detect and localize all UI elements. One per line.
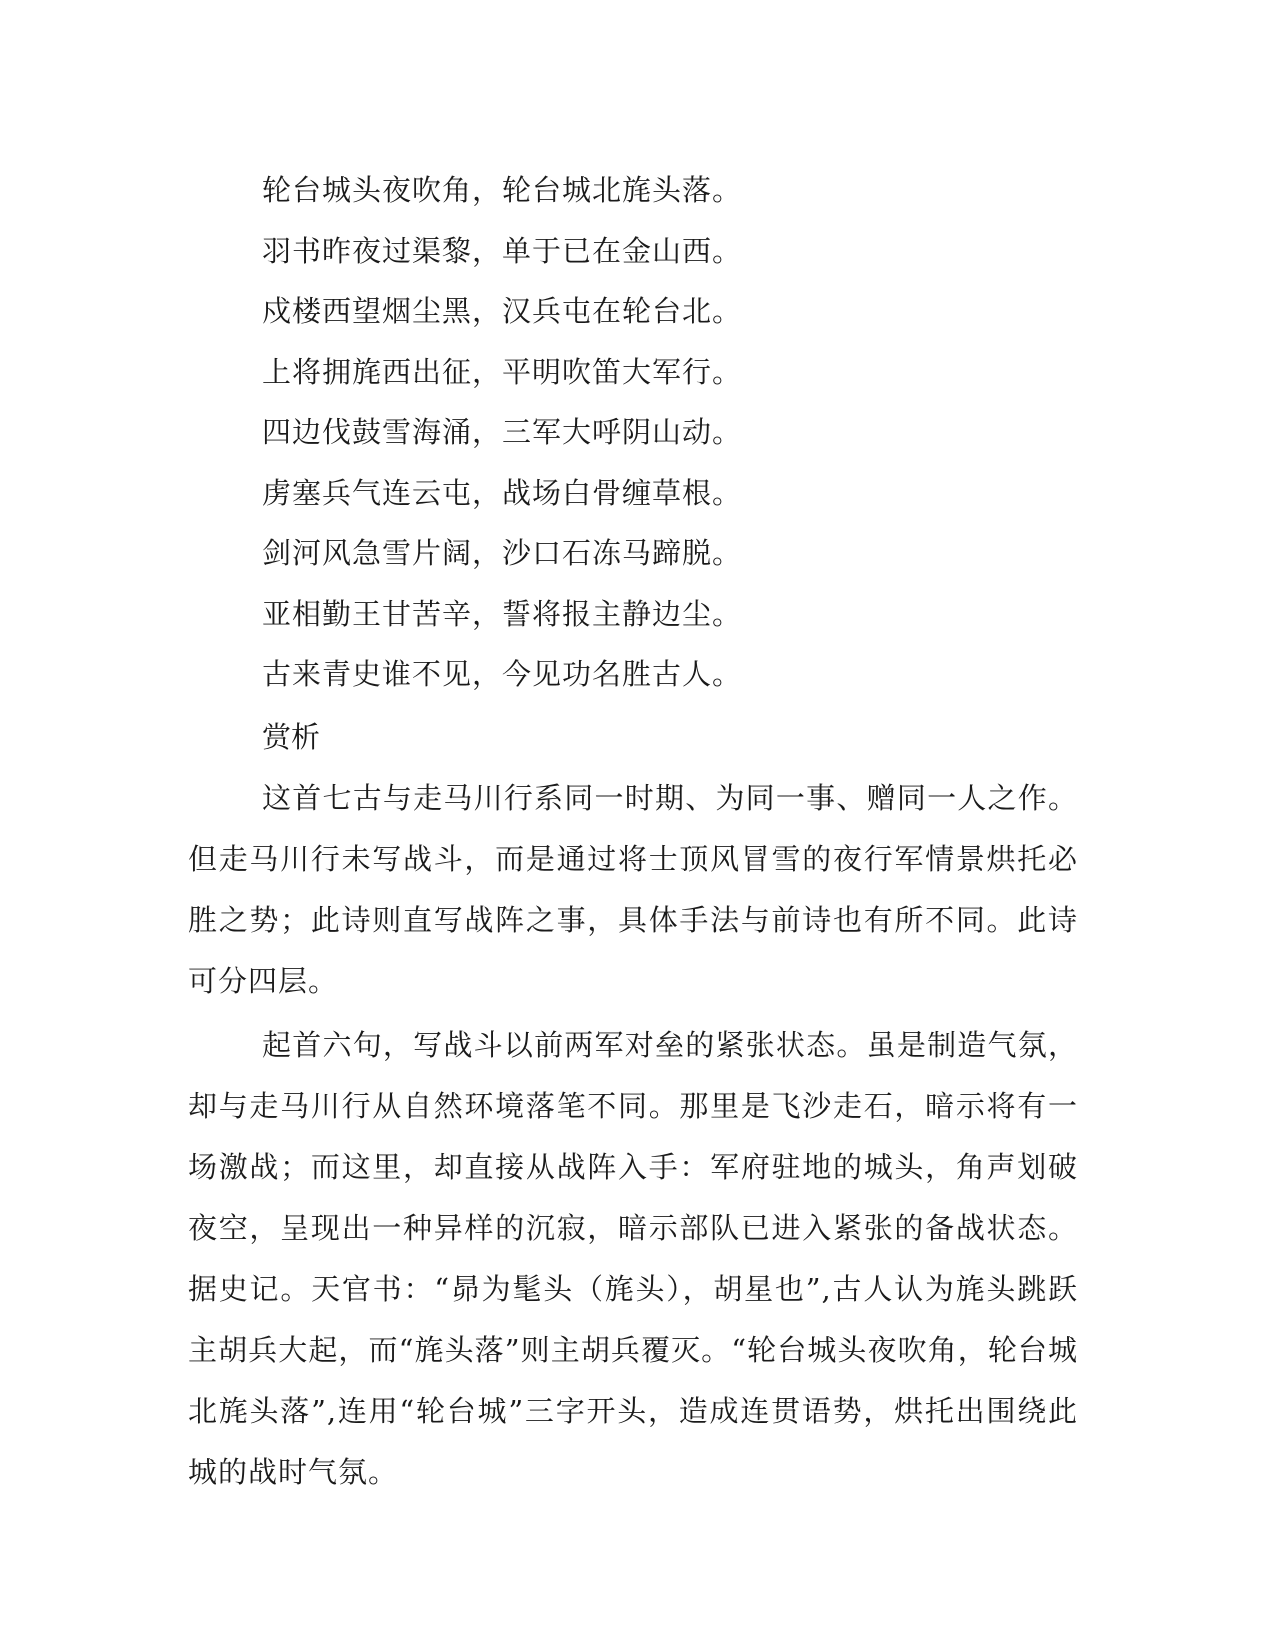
appreciation-paragraph: 起首六句，写战斗以前两军对垒的紧张状态。虽是制造气氛，却与走马川行从自然环境落笔不同。那里是飞沙走石，暗示将有一场激战；而这里，却直接从战阵入手：军府驻地的城头，角声划破夜空，呈现出一种异样的沉寂，暗示部队已进入紧张的备战状态。据史记。天官书：“昴为髦头（旄头），胡星也”,古人认为旄头跳跃主胡兵大起，而“旄头落”则主胡兵覆灭。“轮台城头夜吹角，轮台城北旄头落”,连用“轮台城”三字开头，造成连贯语势，烘托出围绕此城的战时气氛。 xyxy=(188,1028,1078,1489)
poem-line: 亚相勤王甘苦辛，誓将报主静边尘。 xyxy=(262,596,743,631)
poem-line: 上将拥旄西出征，平明吹笛大军行。 xyxy=(262,354,743,389)
poem-line: 羽书昨夜过渠黎，单于已在金山西。 xyxy=(262,233,743,268)
appreciation-paragraph: 这首七古与走马川行系同一时期、为同一事、赠同一人之作。但走马川行未写战斗，而是通过将士顶风冒雪的夜行军情景烘托必胜之势；此诗则直写战阵之事，具体手法与前诗也有所不同。此诗可分四层。 xyxy=(188,781,1078,998)
poem-line: 戍楼西望烟尘黑，汉兵屯在轮台北。 xyxy=(262,294,743,328)
poem-line: 轮台城头夜吹角，轮台城北旄头落。 xyxy=(262,173,743,207)
appreciation-heading: 赏析 xyxy=(262,720,321,754)
poem-body xyxy=(262,160,1062,705)
poem-line: 四边伐鼓雪海涌，三军大呼阴山动。 xyxy=(262,415,743,449)
poem-line: 虏塞兵气连云屯，战场白骨缠草根。 xyxy=(262,475,743,510)
poem-line: 古来青史谁不见，今见功名胜古人。 xyxy=(262,657,743,691)
poem-line: 剑河风急雪片阔，沙口石冻马蹄脱。 xyxy=(262,536,743,570)
